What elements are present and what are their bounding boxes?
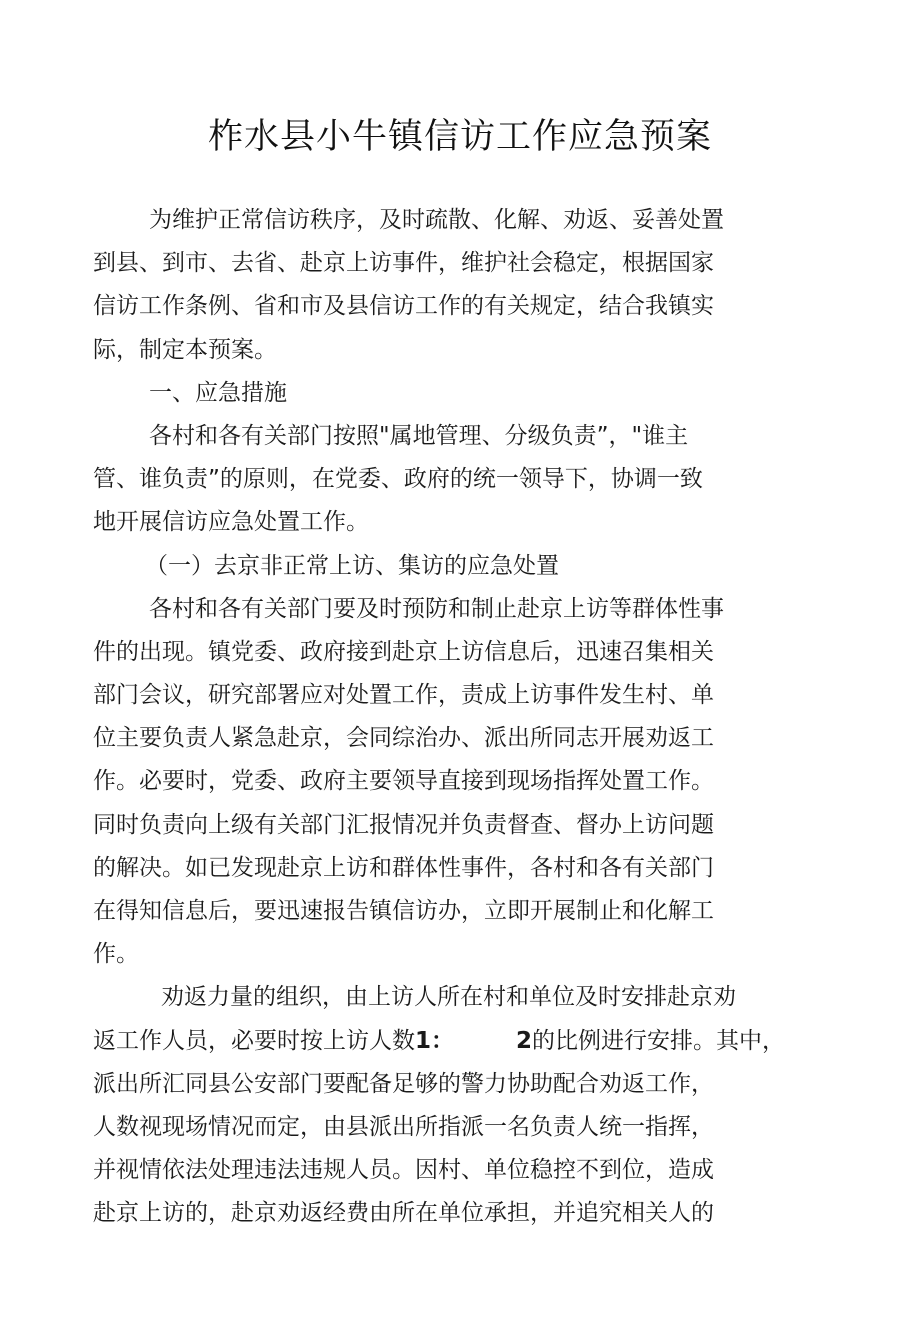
paragraph-line: 作。必要时，党委、政府主要领导直接到现场指挥处置工作。 (93, 768, 714, 795)
ratio-line (93, 1020, 853, 1063)
paragraph-line: 在得知信息后，要迅速报告镇信访办，立即开展制止和化解工 (93, 898, 714, 924)
paragraph-line: 赴京上访的，赴京劝返经费由所在单位承担，并追究相关人的 (93, 1200, 714, 1227)
paragraph-line: 位主要负责人紧急赴京，会同综治办、派出所同志开展劝返工 (93, 725, 714, 752)
subsection-heading: （一）去京非正常上访、集访的应急处置 (145, 552, 559, 579)
paragraph-line: 到县、到市、去省、赴京上访事件，维护社会稳定，根据国家 (93, 250, 714, 277)
paragraph-line: 并视情依法处理违法违规人员。因村、单位稳控不到位，造成 (93, 1157, 714, 1184)
document-title: 柞水县小牛镇信访工作应急预案 (207, 117, 712, 157)
paragraph-line: 派出所汇同县公安部门要配备足够的警力协助配合劝返工作， (93, 1070, 714, 1097)
paragraph-line: 各村和各有关部门要及时预防和制止赴京上访等群体性事 (149, 595, 724, 622)
paragraph-line: 的解决。如已发现赴京上访和群体性事件，各村和各有关部门 (93, 854, 714, 881)
paragraph-line: 作。 (93, 941, 139, 968)
paragraph-line: 件的出现。镇党委、政府接到赴京上访信息后，迅速召集相关 (93, 638, 714, 665)
paragraph-line: 管、谁负责”的原则，在党委、政府的统一领导下，协调一致 (93, 466, 703, 493)
ratio-number-2: 2 (516, 1027, 533, 1054)
document-body (93, 199, 853, 1236)
paragraph-line: 信访工作条例、省和市及县信访工作的有关规定，结合我镇实 (93, 293, 714, 320)
paragraph-line: 部门会议，研究部署应对处置工作，责成上访事件发生村、单 (93, 682, 714, 709)
paragraph-line: 地开展信访应急处置工作。 (93, 509, 369, 536)
section-heading: 一、应急措施 (149, 379, 287, 406)
paragraph-line: 同时负责向上级有关部门汇报情况并负责督查、督办上访问题 (93, 811, 714, 838)
ratio-prefix: 返工作人员，必要时按上访人数 (93, 1027, 415, 1054)
paragraph-line: 劝返力量的组织，由上访人所在村和单位及时安排赴京劝 (161, 984, 736, 1011)
paragraph-line: 际，制定本预案。 (93, 336, 277, 363)
paragraph-line: 为维护正常信访秩序，及时疏散、化解、劝返、妥善处置 (149, 207, 724, 233)
paragraph-line: 各村和各有关部门按照"属地管理、分级负责”，"谁主 (149, 422, 689, 449)
ratio-suffix: 的比例进行安排。其中， (532, 1027, 786, 1054)
paragraph-line: 人数视现场情况而定，由县派出所指派一名负责人统一指挥， (93, 1113, 714, 1140)
ratio-number-1: 1： (415, 1027, 455, 1054)
